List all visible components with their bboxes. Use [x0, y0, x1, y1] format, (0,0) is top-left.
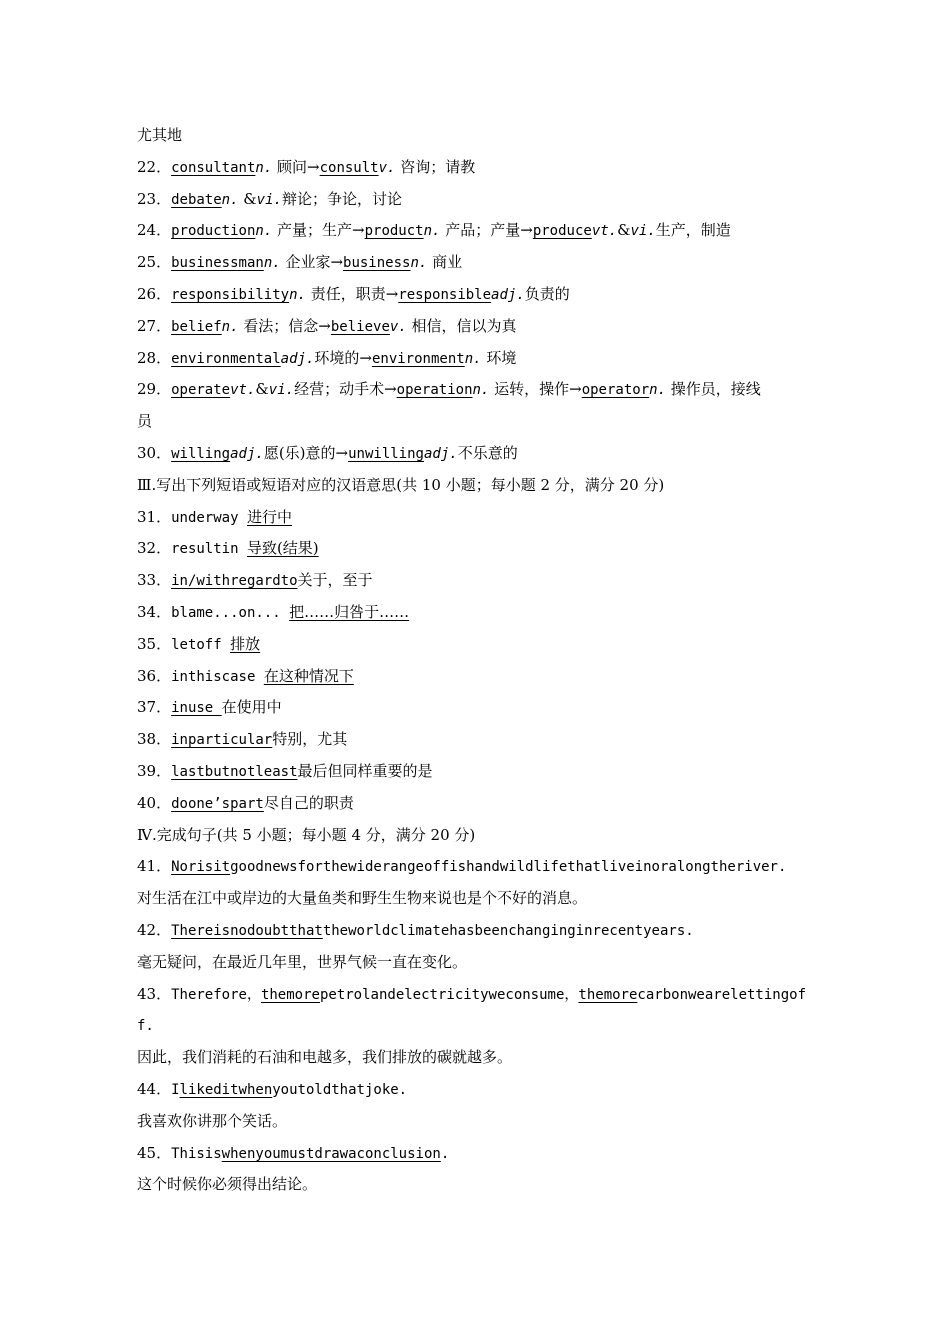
line-text: n. — [221, 318, 239, 335]
text-line — [137, 502, 817, 534]
text-line — [137, 470, 817, 502]
answer-text: environmental — [171, 350, 281, 367]
answer-text: responsibility — [171, 286, 290, 303]
line-text: 顾问→ — [272, 157, 320, 176]
text-line — [137, 979, 817, 1011]
line-text: n. — [649, 382, 666, 399]
line-text: Ⅲ.写出下列短语或短语对应的汉语意思(共 10 小题；每小题 2 分，满分 20 分) — [137, 475, 665, 494]
answer-text: produce — [532, 223, 592, 240]
answer-text: Norisit — [171, 859, 231, 876]
text-line — [137, 629, 817, 661]
line-text: n. — [255, 223, 273, 240]
line-text: vt. — [591, 223, 618, 240]
line-text: 对生活在江中或岸边的大量鱼类和野生生物来说也是个不好的消息。 — [137, 889, 588, 908]
text-line — [137, 1042, 817, 1074]
line-text: 23． — [137, 189, 172, 208]
answer-text: lastbutnotleast — [171, 763, 298, 780]
text-line — [137, 152, 817, 184]
text-line — [137, 915, 817, 947]
answer-text: doone’spart — [171, 795, 264, 812]
line-text: 41． — [137, 857, 172, 876]
answer-text: debate — [171, 191, 222, 208]
answer-text: inuse — [171, 700, 222, 717]
line-text: 30． — [137, 443, 172, 462]
text-line — [137, 279, 817, 311]
line-text: 毫无疑问，在最近几年里，世界气候一直在变化。 — [137, 952, 468, 971]
answer-text: operation — [396, 382, 473, 399]
line-text: 35． — [137, 634, 172, 653]
line-text: I — [171, 1081, 180, 1098]
line-text: n. — [423, 223, 441, 240]
answer-text: product — [364, 223, 424, 240]
line-text: 看法；信念→ — [238, 316, 331, 335]
text-line — [137, 1106, 817, 1138]
line-text: petrolandelectricityweconsume， — [319, 986, 579, 1003]
text-line — [137, 947, 817, 979]
line-text: n. — [221, 191, 239, 208]
text-line — [137, 1074, 817, 1106]
answer-text: 导致(结果) — [246, 539, 319, 558]
line-text: n. — [263, 255, 281, 272]
line-text: goodnewsforthewiderangeoffishandwildlifethatliveinoralongtheriver. — [230, 859, 787, 876]
text-line — [137, 851, 817, 883]
line-text: inthiscase — [171, 668, 264, 685]
answer-text: unwilling — [348, 445, 424, 462]
line-text: 44． — [137, 1079, 172, 1098]
line-text: f. — [137, 1018, 154, 1035]
line-text: v. — [389, 318, 407, 335]
line-text: adj. — [230, 445, 264, 462]
text-line — [137, 661, 817, 693]
line-text: 33． — [137, 571, 172, 590]
line-text: n. — [255, 159, 273, 176]
line-text: 32． — [137, 539, 172, 558]
line-text: & — [255, 380, 269, 399]
answer-text: in/withregardto — [171, 573, 298, 590]
line-text: 经营；动手术→ — [294, 380, 397, 399]
text-line — [137, 438, 817, 470]
answer-text: consult — [319, 159, 379, 176]
line-text: Therefore， — [171, 986, 261, 1003]
text-line — [137, 120, 817, 152]
text-line — [137, 1169, 817, 1201]
line-text: 相信，信以为真 — [406, 316, 517, 335]
line-text: youtoldthatjoke. — [272, 1081, 408, 1098]
answer-text: 排放 — [230, 634, 261, 653]
text-line — [137, 406, 817, 438]
answer-text: inparticular — [171, 732, 273, 749]
answer-text: believe — [330, 318, 390, 335]
answer-text: 把……归咎于…… — [289, 602, 410, 621]
text-line — [137, 215, 817, 247]
text-line — [137, 597, 817, 629]
line-text: 28． — [137, 348, 172, 367]
line-text: 不乐意的 — [457, 443, 518, 462]
answer-text: belief — [171, 318, 222, 335]
text-line — [137, 565, 817, 597]
line-text: v. — [378, 159, 396, 176]
line-text: 42． — [137, 920, 172, 939]
line-text: 责任，职责→ — [305, 284, 399, 303]
line-text: 操作员，接线 — [666, 380, 761, 399]
line-text: 36． — [137, 666, 172, 685]
answer-text: 进行中 — [246, 507, 292, 526]
line-text: 最后但同样重要的是 — [297, 761, 433, 780]
line-text: 31． — [137, 507, 172, 526]
answer-text: whenyoumustdrawaconclusion — [221, 1145, 441, 1162]
line-text: 环境 — [481, 348, 517, 367]
answer-text: themore — [578, 986, 638, 1003]
answer-text: production — [171, 223, 256, 240]
answer-text: willing — [171, 445, 231, 462]
line-text: 产品；产量→ — [440, 221, 533, 240]
line-text: letoff — [171, 636, 231, 653]
text-line — [137, 788, 817, 820]
line-text: 24． — [137, 221, 172, 240]
line-text: adj. — [423, 445, 458, 462]
text-line — [137, 1138, 817, 1170]
line-text: n. — [289, 286, 306, 303]
answer-text: consultant — [171, 159, 256, 176]
line-text: 39． — [137, 761, 172, 780]
line-text: Thisis — [171, 1145, 222, 1162]
line-text: 员 — [137, 412, 153, 431]
line-text: 在使用中 — [221, 698, 282, 717]
line-text: adj. — [280, 350, 315, 367]
text-line — [137, 1010, 817, 1042]
text-line — [137, 184, 817, 216]
answer-text: 在这种情况下 — [263, 666, 354, 685]
line-text: 22． — [137, 157, 172, 176]
line-text: underway — [171, 509, 247, 526]
text-line — [137, 343, 817, 375]
line-text: vi. — [630, 223, 656, 240]
line-text: 商业 — [427, 253, 463, 272]
line-text: 这个时候你必须得出结论。 — [137, 1175, 318, 1194]
line-text: 愿(乐)意的→ — [263, 443, 349, 462]
line-text: & — [617, 221, 631, 240]
line-text: 生产，制造 — [655, 221, 731, 240]
line-text: 尽自己的职责 — [263, 793, 354, 812]
text-line — [137, 533, 817, 565]
line-text: vi. — [268, 382, 295, 399]
line-text: blame...on... — [171, 604, 290, 621]
line-text: 企业家→ — [280, 253, 344, 272]
line-text: resultin — [171, 541, 247, 558]
line-text: 环境的→ — [314, 348, 372, 367]
line-text: 咨询；请教 — [395, 157, 476, 176]
line-text: 尤其地 — [137, 126, 183, 144]
line-text: 38． — [137, 730, 172, 749]
answer-text: likeditwhen — [179, 1081, 273, 1098]
line-text: theworldclimatehasbeenchanginginrecentyears. — [322, 922, 694, 939]
line-text: n. — [464, 350, 482, 367]
line-text: carbonweareletting — [637, 986, 790, 1003]
answer-text: responsible — [398, 286, 492, 303]
line-text: of — [789, 986, 806, 1003]
line-text: 特别，尤其 — [272, 730, 348, 749]
line-text: 25． — [137, 253, 172, 272]
answer-text: operator — [581, 382, 650, 399]
line-text: vt. — [230, 382, 256, 399]
line-text: 37． — [137, 698, 172, 717]
line-text: 40． — [137, 793, 172, 812]
line-text: n. — [472, 382, 490, 399]
line-text: 我喜欢你讲那个笑话。 — [137, 1111, 288, 1130]
answer-text: businessman — [171, 255, 264, 272]
line-text: n. — [410, 255, 428, 272]
text-line — [137, 820, 817, 852]
text-line — [137, 247, 817, 279]
answer-text: Thereisnodoubtthat — [171, 922, 323, 939]
text-line — [137, 756, 817, 788]
line-text: 产量；生产→ — [272, 221, 365, 240]
line-text: adj. — [491, 286, 525, 303]
answer-text: environment — [371, 350, 465, 367]
line-text: 26． — [137, 284, 172, 303]
answer-text: themore — [260, 986, 320, 1003]
line-text: 34． — [137, 602, 172, 621]
line-text: 关于，至于 — [297, 571, 373, 590]
text-line — [137, 883, 817, 915]
line-text: & — [238, 189, 257, 208]
line-text: Ⅳ.完成句子(共 5 小题；每小题 4 分，满分 20 分) — [137, 825, 476, 844]
answer-text: operate — [171, 382, 231, 399]
line-text: 45． — [137, 1143, 172, 1162]
text-line — [137, 311, 817, 343]
line-text: 运转，操作→ — [489, 380, 582, 399]
line-text: 辩论；争论，讨论 — [281, 189, 402, 208]
line-text: 43． — [137, 984, 172, 1003]
text-line — [137, 692, 817, 724]
line-text: 29． — [137, 380, 172, 399]
answer-text: business — [343, 255, 411, 272]
line-text: 27． — [137, 316, 172, 335]
line-text: 负责的 — [524, 284, 570, 303]
line-text: 因此，我们消耗的石油和电越多，我们排放的碳就越多。 — [137, 1048, 513, 1067]
text-line — [137, 374, 817, 406]
text-line — [137, 724, 817, 756]
line-text: vi. — [256, 191, 282, 208]
document-page — [137, 120, 817, 1201]
line-text: . — [440, 1145, 450, 1162]
